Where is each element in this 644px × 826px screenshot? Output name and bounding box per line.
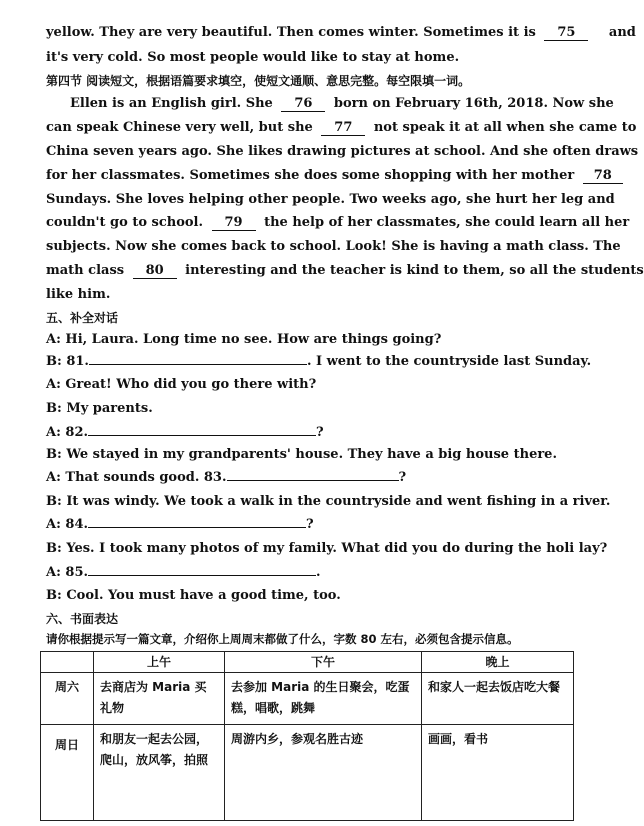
table-header-cell: 下午 [225,652,422,673]
passage-line [46,214,630,232]
table-row [41,725,574,821]
dialogue-line [46,564,586,582]
table-cell: 和家人一起去饭店吃大餐 [422,673,574,725]
answer-blank-84[interactable] [88,527,306,528]
passage-text: interesting and the teacher is kind to them, so all the students [185,263,644,278]
answer-blank-81[interactable] [89,364,307,365]
passage-text: and [608,25,636,40]
dialogue-text: . [316,565,321,580]
answer-blank-79[interactable]: 79 [212,216,256,231]
passage-text: the help of her classmates, she could learn all her [264,215,630,230]
dialogue-text: A: 82. [46,425,89,440]
table-header-cell [41,652,94,673]
answer-blank-82[interactable] [88,435,316,436]
table-cell: 周游内乡，参观名胜古迹 [225,725,422,821]
table-row [41,673,574,725]
answer-blank-75[interactable]: 75 [544,26,588,41]
passage-text: not speak it at all when she came to [373,120,637,135]
dialogue-line: A: Hi, Laura. Long time no see. How are things going? [46,332,442,347]
answer-blank-80[interactable]: 80 [133,264,177,279]
row-day-label: 周日 [41,725,94,821]
dialogue-text: ? [306,517,314,532]
answer-blank-77[interactable]: 77 [321,121,365,136]
dialogue-text: A: 85. [46,565,89,580]
dialogue-text: . I went to the countryside last Sunday. [306,354,592,369]
dialogue-line: B: My parents. [46,401,153,416]
passage-line [70,95,614,113]
dialogue-text: A: That sounds good. 83. [46,470,227,485]
section-heading: 六、书面表达 [46,612,119,626]
passage-text: for her classmates. Sometimes she does some shopping with her mother [46,168,575,183]
passage-text: math class [46,263,125,278]
writing-prompt: 请你根据提示写一篇文章，介绍你上周周末都做了什么，字数 80 左右，必须包含提示信息。 [46,632,519,646]
passage-line [46,167,612,185]
passage-text: Ellen is an English girl. She [70,96,273,111]
dialogue-line: B: Cool. You must have a good time, too. [46,588,341,603]
dialogue-text: B: 81. [46,354,89,369]
dialogue-line [46,424,586,442]
answer-blank-83[interactable] [227,480,399,481]
passage-line: like him. [46,287,111,302]
answer-blank-76[interactable]: 76 [281,97,325,112]
dialogue-line: A: Great! Who did you go there with? [46,377,317,392]
passage-text: couldn't go to school. [46,215,204,230]
dialogue-line: B: It was windy. We took a walk in the countryside and went fishing in a river. [46,494,611,509]
table-header-row [41,652,574,673]
table-cell: 去商店为 Maria 买礼物 [94,673,225,725]
table-cell: 和朋友一起去公园，爬山，放风筝，拍照 [94,725,225,821]
passage-line: Sundays. She loves helping other people. Two weeks ago, she hurt her leg and [46,192,615,207]
table-cell: 去参加 Maria 的生日聚会，吃蛋糕，唱歌，跳舞 [225,673,422,725]
passage-text: born on February 16th, 2018. Now she [333,96,614,111]
passage-line [46,262,644,280]
dialogue-line: B: Yes. I took many photos of my family. What did you do during the holi lay? [46,541,608,556]
passage-line: China seven years ago. She likes drawing pictures at school. And she often draws [46,144,639,159]
dialogue-line: B: We stayed in my grandparents' house. They have a big house there. [46,447,557,462]
dialogue-line [46,469,586,487]
row-day-label: 周六 [41,673,94,725]
passage-text: can speak Chinese very well, but she [46,120,313,135]
table-header-cell: 上午 [94,652,225,673]
weekend-plan-table [40,651,574,821]
passage-line: subjects. Now she comes back to school. Look! She is having a math class. The [46,239,621,254]
dialogue-text: A: 84. [46,517,89,532]
dialogue-text: ? [316,425,324,440]
dialogue-text: ? [398,470,407,485]
section-heading: 五、补全对话 [46,311,119,325]
dialogue-line [46,353,592,371]
dialogue-line [46,516,586,534]
table-cell: 画画，看书 [422,725,574,821]
answer-blank-85[interactable] [88,575,316,576]
passage-line [46,24,636,42]
table-header-cell: 晚上 [422,652,574,673]
passage-line [46,119,637,137]
passage-text: yellow. They are very beautiful. Then comes winter. Sometimes it is [46,25,536,40]
answer-blank-78[interactable]: 78 [583,169,623,184]
section-heading: 第四节 阅读短文，根据语篇要求填空，使短文通顺、意思完整。每空限填一词。 [46,74,471,88]
passage-line: it's very cold. So most people would like to stay at home. [46,50,460,65]
